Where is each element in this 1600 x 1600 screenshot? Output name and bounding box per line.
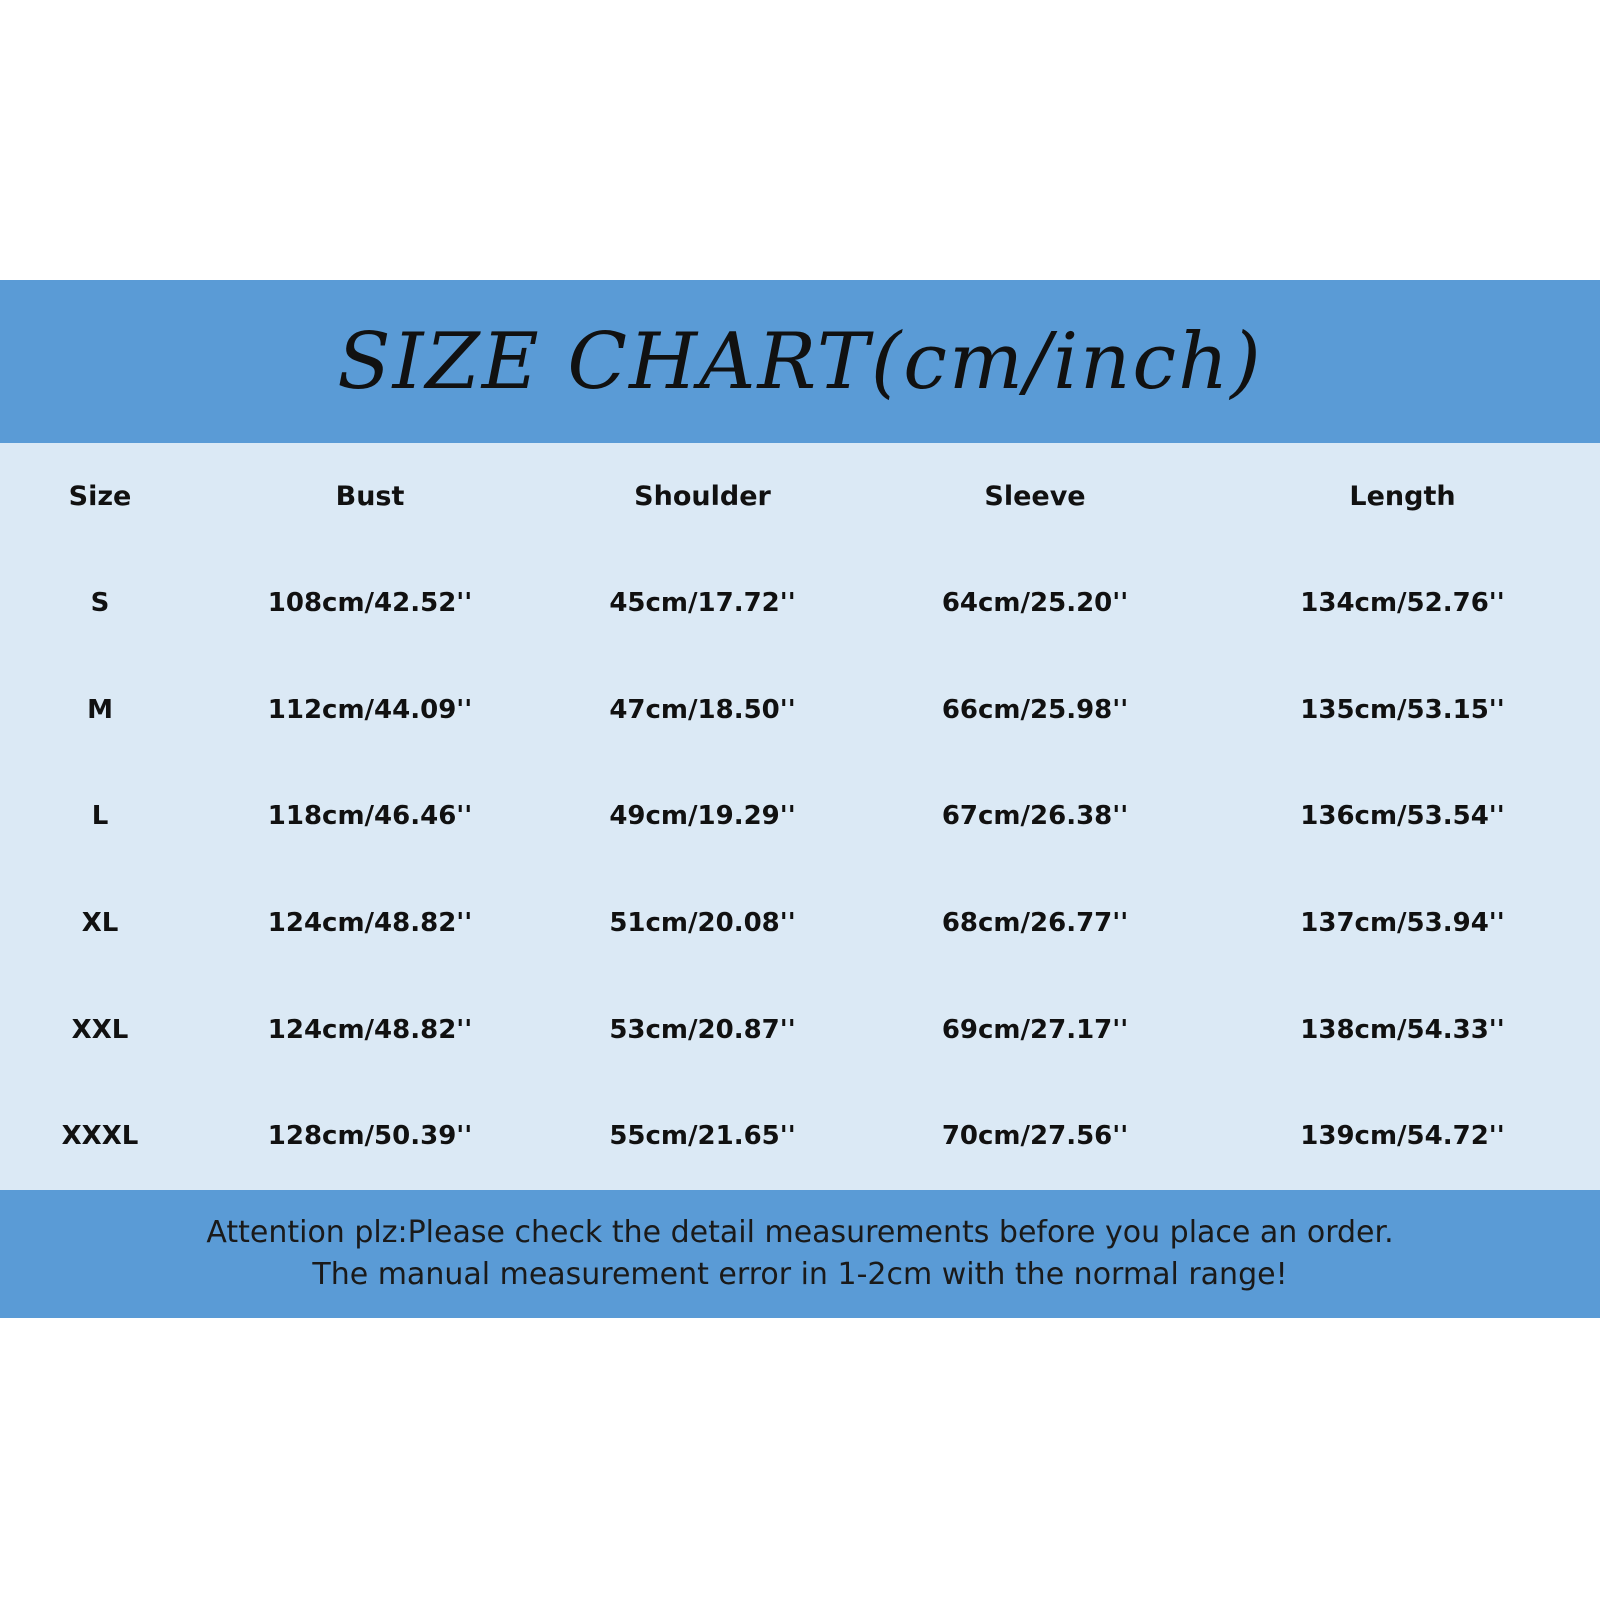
cell-sleeve: 64cm/25.20'' bbox=[941, 588, 1129, 619]
table-row bbox=[0, 656, 1600, 763]
cell-sleeve: 67cm/26.38'' bbox=[941, 801, 1129, 832]
header-shoulder: Shoulder bbox=[634, 480, 771, 512]
cell-size: XXL bbox=[71, 1014, 129, 1045]
cell-length: 138cm/54.33'' bbox=[1300, 1014, 1505, 1045]
note-line-2: The manual measurement error in 1-2cm with the normal range! bbox=[312, 1257, 1288, 1292]
cell-shoulder: 51cm/20.08'' bbox=[609, 908, 796, 939]
cell-length: 137cm/53.94'' bbox=[1300, 908, 1505, 939]
cell-size: L bbox=[91, 801, 109, 832]
size-chart bbox=[0, 280, 1600, 1318]
cell-bust: 124cm/48.82'' bbox=[267, 908, 473, 939]
cell-bust: 112cm/44.09'' bbox=[267, 694, 473, 725]
header-length: Length bbox=[1349, 480, 1456, 512]
cell-bust: 128cm/50.39'' bbox=[267, 1121, 473, 1152]
header-sleeve: Sleeve bbox=[984, 480, 1086, 512]
header-size: Size bbox=[68, 480, 132, 512]
cell-length: 134cm/52.76'' bbox=[1300, 588, 1505, 619]
header-bust: Bust bbox=[335, 480, 405, 512]
cell-shoulder: 47cm/18.50'' bbox=[609, 694, 796, 725]
table-row bbox=[0, 1083, 1600, 1190]
cell-sleeve: 70cm/27.56'' bbox=[941, 1121, 1129, 1152]
cell-length: 136cm/53.54'' bbox=[1300, 801, 1505, 832]
cell-size: S bbox=[90, 588, 110, 619]
title-bar bbox=[0, 280, 1600, 443]
cell-sleeve: 69cm/27.17'' bbox=[941, 1014, 1129, 1045]
table-row bbox=[0, 550, 1600, 657]
cell-shoulder: 49cm/19.29'' bbox=[609, 801, 796, 832]
table-row bbox=[0, 763, 1600, 870]
cell-sleeve: 66cm/25.98'' bbox=[941, 694, 1129, 725]
size-table bbox=[0, 443, 1600, 1190]
attention-note bbox=[0, 1190, 1600, 1318]
cell-size: XL bbox=[81, 908, 119, 939]
table-row bbox=[0, 976, 1600, 1083]
table-row bbox=[0, 870, 1600, 977]
cell-sleeve: 68cm/26.77'' bbox=[941, 908, 1129, 939]
cell-shoulder: 55cm/21.65'' bbox=[609, 1121, 796, 1152]
cell-length: 139cm/54.72'' bbox=[1300, 1121, 1505, 1152]
note-line-1: Attention plz:Please check the detail measurements before you place an order. bbox=[206, 1215, 1394, 1250]
cell-length: 135cm/53.15'' bbox=[1300, 694, 1505, 725]
cell-shoulder: 45cm/17.72'' bbox=[609, 588, 796, 619]
cell-shoulder: 53cm/20.87'' bbox=[609, 1014, 796, 1045]
cell-bust: 118cm/46.46'' bbox=[267, 801, 473, 832]
chart-title: SIZE CHART(cm/inch) bbox=[337, 316, 1263, 407]
cell-size: XXXL bbox=[61, 1121, 139, 1152]
cell-bust: 124cm/48.82'' bbox=[267, 1014, 473, 1045]
cell-bust: 108cm/42.52'' bbox=[267, 588, 473, 619]
cell-size: M bbox=[87, 694, 113, 725]
table-header-row bbox=[0, 443, 1600, 550]
